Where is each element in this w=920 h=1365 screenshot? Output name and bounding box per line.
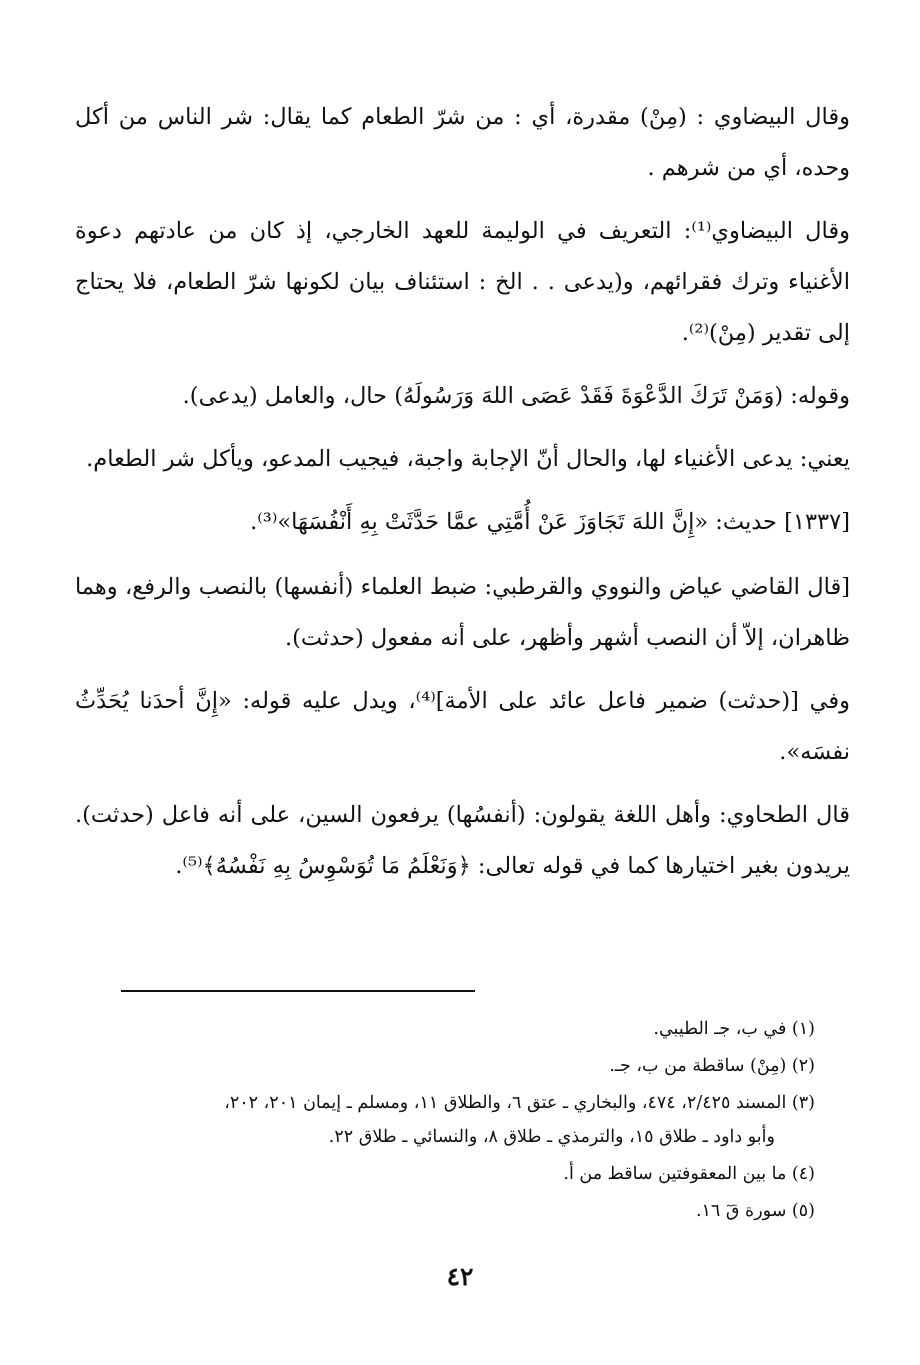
- footnote-2: [75, 1049, 815, 1083]
- paragraph-baydawi-1: وقال البيضاوي : (مِنْ) مقدرة، أي : من شرّ الطعام كما يقال: شر الناس من أكل وحده، أي من شرهم .: [75, 104, 850, 181]
- footnote-1: [75, 1012, 815, 1046]
- paragraph-tahawi: قال الطحاوي: وأهل اللغة يقولون: (أنفسُها) يرفعون السين، على أنه فاعل (حدثت). يريدون بغير اختيارها كما في قوله تعالى: ﴿وَنَعْلَمُ مَا تُوَسْوِسُ بِهِ نَفْسُهُ﴾⁽⁵⁾.: [75, 802, 850, 879]
- footnote-text: (٣) المسند ٢/٤٢٥، ٤٧٤، والبخاري ـ عتق ٦، والطلاق ١١، ومسلم ـ إيمان ٢٠١، ٢٠٢،: [224, 1093, 815, 1113]
- footnote-3: [75, 1086, 815, 1154]
- paragraph-fi-haddathat: وفي [(حدثت) ضمير فاعل عائد على الأمة]⁽⁴⁾، ويدل عليه قوله: «إِنَّ أحدَنا يُحَدِّثُ نفسَه».: [75, 688, 851, 765]
- footnote-text: (٤) ما بين المعقوفتين ساقط من أ.: [563, 1164, 815, 1184]
- main-text: [75, 92, 850, 904]
- paragraph-qawluhu: وقوله: (وَمَنْ تَرَكَ الدَّعْوَةَ فَقَدْ عَصَى اللهَ وَرَسُولَهُ) حال، والعامل (يدعى).: [182, 383, 850, 409]
- footnote-text: (٢) (مِنْ) ساقطة من ب، جـ.: [609, 1056, 815, 1076]
- paragraph-yani: يعني: يدعى الأغنياء لها، والحال أنّ الإجابة واجبة، فيجيب المدعو، ويأكل شر الطعام.: [86, 446, 850, 472]
- paragraph-qadi-iyad: [قال القاضي عياض والنووي والقرطبي: ضبط العلماء (أنفسها) بالنصب والرفع، وهما ظاهران، إلاّ أن النصب أشهر وأظهر، على أنه مفعول (حدثت).: [75, 574, 850, 651]
- footnote-text: (٥) سورة قٓ ١٦.: [695, 1201, 815, 1221]
- footnote-4: [75, 1157, 815, 1191]
- footnotes: [75, 1012, 815, 1231]
- footnote-continuation: وأبو داود ـ طلاق ١٥، والترمذي ـ طلاق ٨، والنسائي ـ طلاق ٢٢.: [328, 1127, 775, 1147]
- page-number: ٤٢: [446, 1262, 474, 1291]
- footnote-5: [75, 1194, 815, 1228]
- footnote-divider: [121, 990, 475, 992]
- paragraph-hadith-1337: [١٣٣٧] حديث: «إِنَّ اللهَ تَجَاوَزَ عَنْ أُمَّتِي عمَّا حَدَّثَتْ بِهِ أَنْفُسَهَا»⁽³⁾.: [250, 509, 850, 535]
- paragraph-baydawi-2: وقال البيضاوي⁽¹⁾: التعريف في الوليمة للعهد الخارجي، إذ كان من عادتهم دعوة الأغنياء وترك فقرائهم، و(يدعى . . الخ : استئناف بيان لكونها شرّ الطعام، فلا يحتاج إلى تقدير (مِنْ)⁽²⁾.: [75, 218, 850, 346]
- footnote-text: (١) في ب، جـ الطيبي.: [653, 1019, 815, 1039]
